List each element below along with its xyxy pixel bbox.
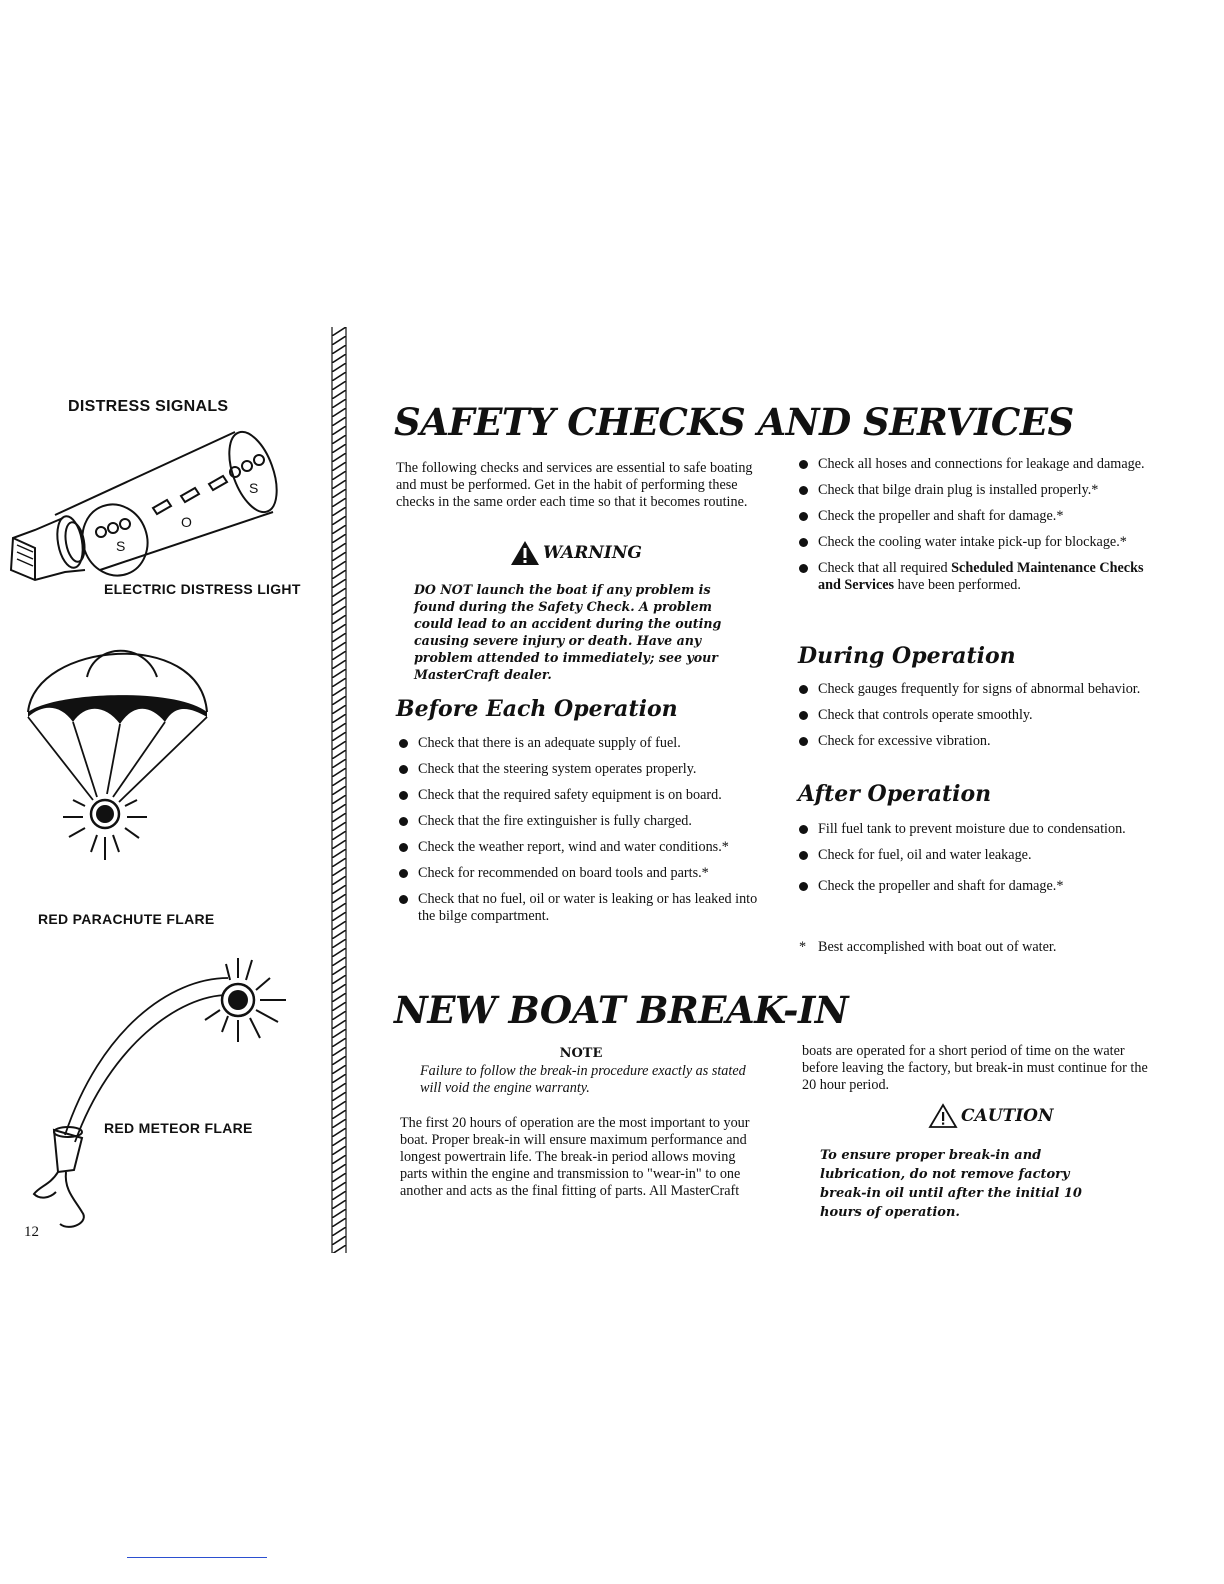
list-item: Check that the required safety equipment is on board. — [396, 787, 766, 804]
electric-distress-light-illustration — [5, 420, 295, 585]
after-operation-title: After Operation — [798, 781, 992, 807]
footnote-asterisk: * — [799, 939, 807, 955]
list-item: Check gauges frequently for signs of abnormal behavior. — [796, 681, 1156, 698]
during-operation-title: During Operation — [798, 643, 1016, 669]
break-in-body-right: boats are operated for a short period of time on the water before leaving the factory, but break-in must continue for the 20 hour period. — [802, 1043, 1148, 1093]
break-in-body-left: The first 20 hours of operation are the most important to your boat. Proper break-in will ensure maximum performance and longest powertrain life. The break-in period allows moving parts within the engine and transmission to "wear-in" to one another and acts as the final fitting of parts. All MasterCraft — [400, 1115, 750, 1199]
red-meteor-flare-label: RED METEOR FLARE — [104, 1120, 253, 1136]
meteor-flare-illustration — [30, 950, 300, 1235]
list-item: Fill fuel tank to prevent moisture due to condensation. — [796, 821, 1156, 838]
caution-label: CAUTION — [961, 1106, 1054, 1126]
scheduled-maintenance-reference: Scheduled Maintenance Checks and Services — [818, 560, 1144, 593]
warning-triangle-icon — [510, 540, 540, 566]
page-number: 12 — [24, 1224, 39, 1240]
caution-text: To ensure proper break-in and lubrication, do not remove factory break-in oil until after the initial 10 hours of operation. — [820, 1148, 1082, 1220]
after-operation-list — [796, 821, 1156, 904]
parachute-flare-illustration — [25, 622, 225, 897]
safety-intro: The following checks and services are essential to safe boating and must be performed. Get in the habit of performing these checks in the same order each time so that it becomes routine. — [396, 460, 753, 510]
light-letter-s-2: S — [249, 480, 259, 496]
safety-right-list — [796, 456, 1156, 603]
safety-checks-title: SAFETY CHECKS AND SERVICES — [394, 400, 1074, 444]
warning-label: WARNING — [543, 543, 642, 563]
list-item: Check that controls operate smoothly. — [796, 707, 1156, 724]
warning-text: DO NOT launch the boat if any problem is found during the Safety Check. A problem could lead to an accident during the outing causing severe injury or death. Have any problem attended to immediately; see your MasterCraft dealer. — [414, 582, 722, 682]
during-operation-list — [796, 681, 1156, 759]
light-letter-s-1: S — [116, 538, 126, 554]
list-item: Check for fuel, oil and water leakage. — [796, 847, 1156, 864]
note-title: NOTE — [559, 1046, 603, 1061]
distress-signals-title: DISTRESS SIGNALS — [68, 398, 229, 415]
list-item: Check for excessive vibration. — [796, 733, 1156, 750]
caution-heading — [928, 1103, 1054, 1129]
binding-strip — [330, 327, 348, 1253]
note-text: Failure to follow the break-in procedure exactly as stated will void the engine warranty. — [420, 1063, 746, 1096]
footnote — [796, 939, 1178, 956]
list-item: Check all hoses and connections for leakage and damage. — [796, 456, 1156, 473]
footnote-text: Best accomplished with boat out of water. — [818, 939, 1057, 955]
list-item: Check that there is an adequate supply of fuel. — [396, 735, 766, 752]
break-in-title: NEW BOAT BREAK-IN — [394, 988, 849, 1032]
list-item: Check that the steering system operates properly. — [396, 761, 766, 778]
list-item: Check the propeller and shaft for damage.* — [796, 508, 1156, 525]
list-item: Check that no fuel, oil or water is leaking or has leaked into the bilge compartment. — [396, 891, 766, 925]
caution-triangle-icon — [928, 1103, 958, 1129]
electric-distress-light-label: ELECTRIC DISTRESS LIGHT — [104, 581, 301, 597]
list-item: Check the weather report, wind and water conditions.* — [396, 839, 766, 856]
red-parachute-flare-label: RED PARACHUTE FLARE — [38, 911, 215, 927]
list-item: Check the cooling water intake pick-up for blockage.* — [796, 534, 1156, 551]
list-item: Check that all required Scheduled Maintenance Checks and Services have been performed. — [796, 560, 1156, 594]
footer-rule — [127, 1557, 267, 1558]
warning-heading — [510, 540, 642, 566]
list-item: Check for recommended on board tools and parts.* — [396, 865, 766, 882]
list-item: Check that the fire extinguisher is fully charged. — [396, 813, 766, 830]
before-operation-title: Before Each Operation — [396, 696, 678, 722]
light-letter-o: O — [181, 514, 192, 530]
list-item: Check that bilge drain plug is installed properly.* — [796, 482, 1156, 499]
before-operation-list — [396, 735, 766, 934]
list-item: Check the propeller and shaft for damage.* — [796, 878, 1156, 895]
